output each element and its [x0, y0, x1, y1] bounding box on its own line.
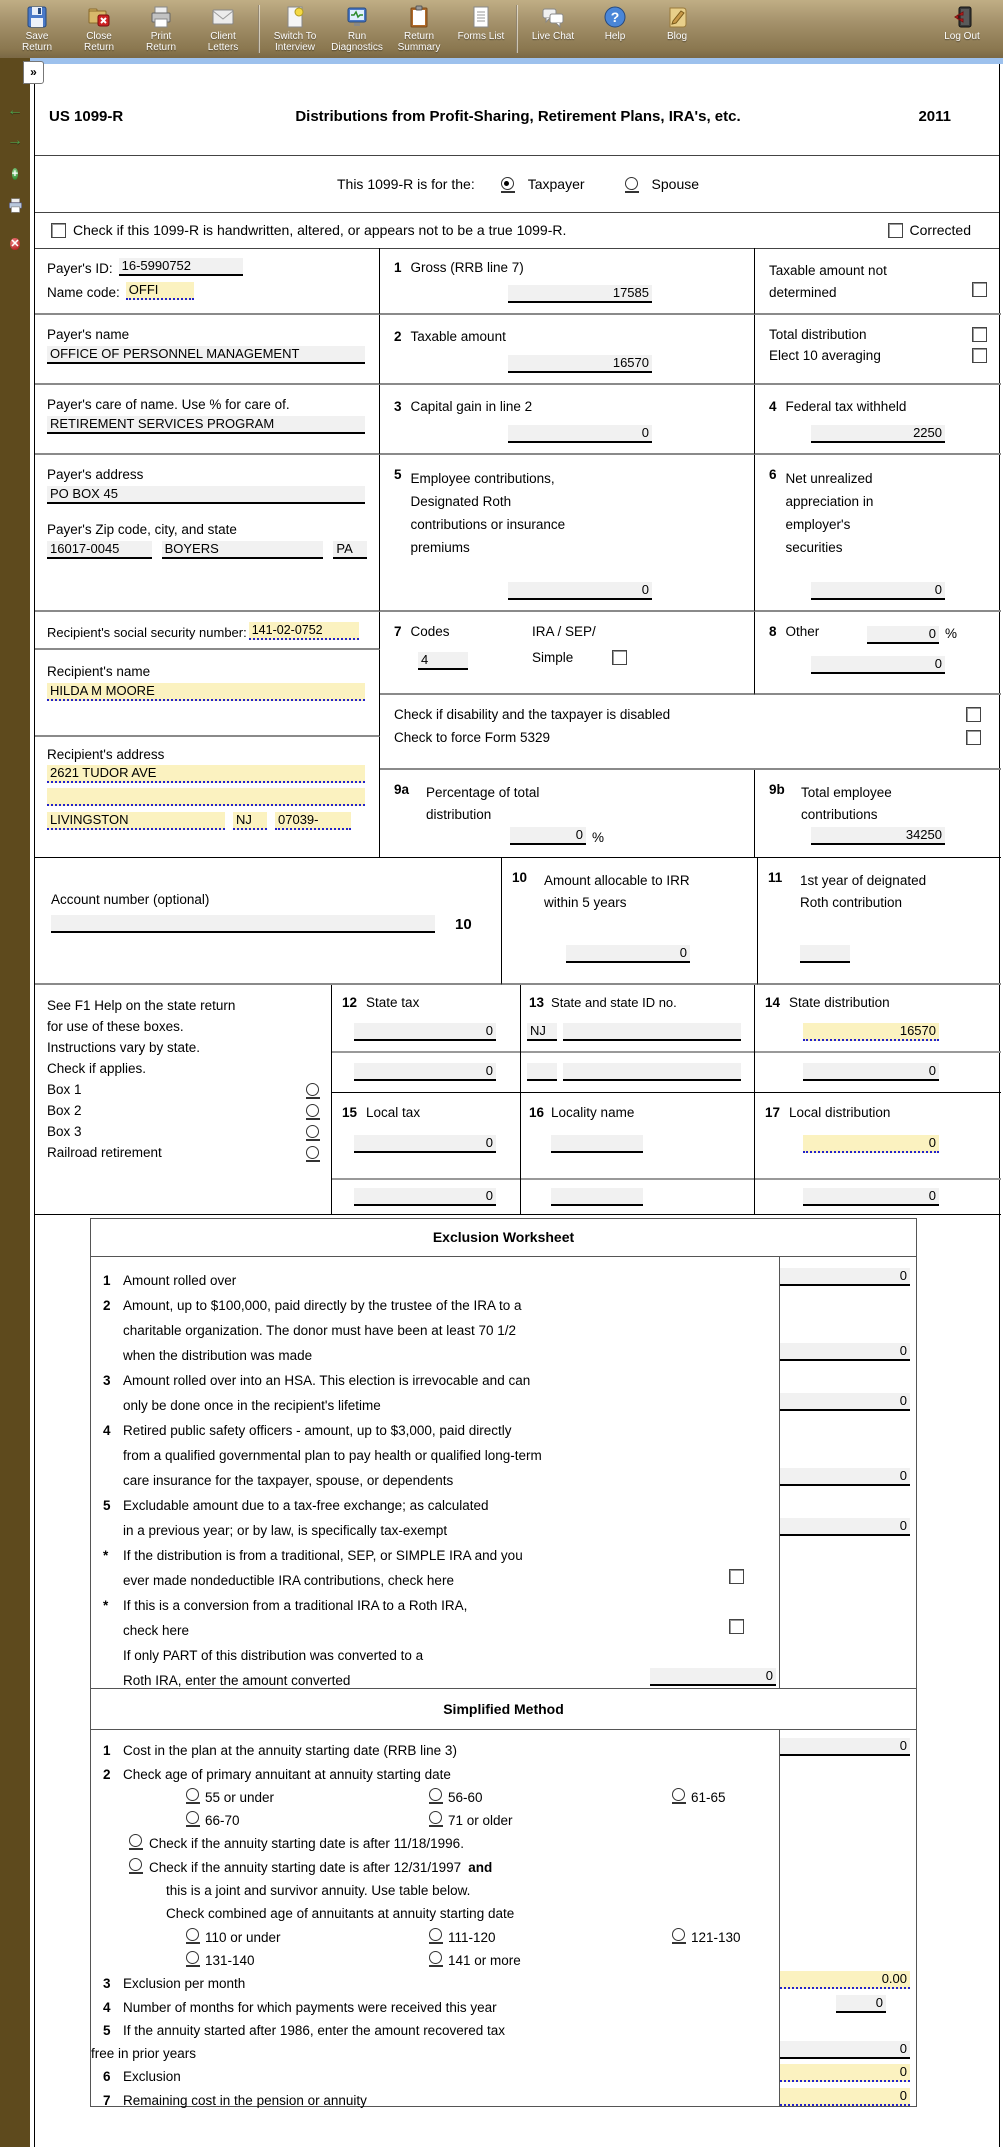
box3-num: 3 [394, 399, 402, 414]
state-box1-label: Box 1 [47, 1082, 82, 1097]
box9b-label: Total employee contributions [801, 785, 892, 822]
state-box2-radio[interactable] [306, 1104, 319, 1117]
box13-cell [521, 985, 755, 1093]
box14-cell [755, 985, 1001, 1093]
ws-line: Roth IRA, enter the amount converted [123, 1673, 351, 1688]
age-56-60-radio[interactable] [429, 1788, 442, 1801]
box4-label: Federal tax withheld [785, 399, 907, 414]
forms-list-icon [468, 5, 494, 29]
roth-conversion-checkbox[interactable] [729, 1619, 744, 1634]
recipient-ssn-field[interactable]: 141-02-0752 [249, 622, 359, 640]
box4-num: 4 [769, 399, 777, 414]
box2-cell [380, 315, 755, 385]
box9b-num: 9b [769, 782, 785, 797]
exclusion-worksheet: Exclusion Worksheet 1 Amount rolled over 0 2 Amount, up to $100,000, paid directly by the trustee of the IRA to a charitable organization. The donor must have been at least 70 1/2 when the distribution was made 0 3 Amount rolled over into an HSA. This election is irrevocable and can only be done once in the recipient's lifetime 0 4 Retired public safety officers - amount, up to $3,000, paid directly from a qualified governmental plan to pay health or qualified long-term care insurance for the taxpayer, spouse, or dependents 0 5 Excludable amount due to a tax-free exchange; as calculated in a previous year; or by law, is specifically tax-exempt 0 * If the distribution is from a traditional, SEP, or SIMPLE IRA and you ever made nondeductible IRA contributions, check here * If this is a conversion from a traditional IRA to a Roth IRA, check here If only PART of this distribution was converted to a Roth IRA, enter the amount converted 0 [90, 1218, 917, 1690]
age-55-under-radio[interactable] [186, 1788, 199, 1801]
return-summary-button[interactable]: Return Summary [388, 3, 450, 53]
sm-field-1[interactable]: 0 [780, 1738, 910, 1756]
combined-121-130-radio[interactable] [672, 1928, 685, 1941]
left-sidebar [0, 58, 30, 2147]
log-out-button[interactable]: Log Out [931, 3, 993, 42]
box8-cell [755, 612, 1001, 695]
print-page-icon[interactable] [0, 198, 30, 218]
payer-zip-field[interactable]: 16017-0045 [47, 541, 152, 559]
account-cell [35, 857, 502, 985]
payer-care-of-cell [35, 385, 380, 455]
ws-line: If the distribution is from a traditional, SEP, or SIMPLE IRA and you [123, 1548, 523, 1563]
box17-field-1[interactable]: 0 [803, 1135, 939, 1153]
recipient-ssn-cell [35, 612, 380, 650]
ws-line: Amount, up to $100,000, paid directly by the trustee of the IRA to a [123, 1298, 522, 1313]
add-form-icon[interactable]: + [11, 168, 19, 180]
taxable-not-determined-label: Taxable amount not determined [769, 263, 887, 300]
app-shell [0, 58, 1003, 2147]
forms-list-button[interactable]: Forms List [450, 3, 512, 42]
box14-label: State distribution [789, 995, 890, 1010]
box6-label: Net unrealized appreciation in employer's securities [785, 471, 874, 555]
total-distribution-label: Total distribution [769, 327, 867, 342]
payer-care-of-label: Payer's care of name. Use % for care of. [47, 397, 290, 412]
close-folder-icon [86, 5, 112, 29]
run-diagnostics-button[interactable]: Run Diagnostics [326, 3, 388, 53]
expand-panel-tab[interactable]: » [23, 61, 44, 84]
railroad-retirement-label: Railroad retirement [47, 1145, 162, 1160]
for-row-label: This 1099-R is for the: [336, 175, 475, 192]
recipient-address-label: Recipient's address [47, 747, 165, 762]
box5-cell [380, 455, 755, 612]
exclusion-per-month-field[interactable]: 0.00 [780, 1971, 910, 1989]
box15-cell [332, 1093, 521, 1215]
diagnostics-monitor-icon [344, 5, 370, 29]
ws-line: care insurance for the taxpayer, spouse, or dependents [123, 1473, 454, 1488]
spouse-label: Spouse [651, 175, 700, 192]
remaining-cost-field[interactable]: 0 [780, 2088, 910, 2106]
state-box3-radio[interactable] [306, 1125, 319, 1138]
combined-110-under-radio[interactable] [186, 1928, 199, 1941]
svg-text:?: ? [610, 9, 620, 25]
taxpayer-label: Taxpayer [527, 175, 585, 192]
sm-line: Cost in the plan at the annuity starting date (RRB line 3) [123, 1743, 457, 1759]
box7-simple-label: Simple [532, 650, 574, 665]
sm-line: this is a joint and survivor annuity. Use table below. [166, 1883, 471, 1899]
box9a-label: Percentage of total distribution [426, 785, 540, 822]
ws-line: charitable organization. The donor must have been at least 70 1/2 [123, 1323, 517, 1338]
sm-line: Exclusion [123, 2069, 181, 2085]
recipient-state-field[interactable]: NJ [233, 812, 267, 830]
ws-field-2[interactable]: 0 [780, 1343, 910, 1361]
name-code-label: Name code: [47, 285, 120, 300]
elect-10-checkbox[interactable] [972, 348, 987, 363]
box15-label: Local tax [366, 1105, 421, 1120]
box10-cell [502, 857, 758, 985]
recipient-address2-field[interactable] [47, 788, 365, 806]
payer-id-label: Payer's ID: [47, 261, 113, 276]
box13-id-field-2[interactable] [563, 1063, 741, 1081]
combined-141-more-radio[interactable] [429, 1951, 442, 1964]
box10-num: 10 [512, 870, 528, 885]
ws-field-5[interactable]: 0 [780, 1518, 910, 1536]
payer-address-field[interactable]: PO BOX 45 [47, 486, 365, 504]
toolbar [0, 0, 1003, 58]
box13-num: 13 [529, 995, 545, 1010]
box13-label: State and state ID no. [551, 995, 677, 1010]
box1-cell [380, 248, 755, 315]
toolbar-separator [258, 5, 260, 53]
payer-zip-label: Payer's Zip code, city, and state [47, 522, 237, 537]
box2-label: Taxable amount [410, 329, 506, 344]
state-help-text-1: See F1 Help on the state return for use of these boxes. [47, 998, 236, 1034]
form-id: US 1099-R [49, 108, 124, 125]
box11-cell [758, 857, 1001, 985]
box17-field-2[interactable]: 0 [803, 1188, 939, 1206]
ws-line: only be done once in the recipient's lifetime [123, 1398, 381, 1413]
force-5329-checkbox[interactable] [966, 730, 981, 745]
box17-label: Local distribution [789, 1105, 891, 1120]
corrected-label: Corrected [909, 222, 971, 238]
ws-line: If this is a conversion from a traditional IRA to a Roth IRA, [123, 1598, 468, 1613]
months-received-field[interactable]: 0 [836, 1995, 886, 2013]
payer-name-cell [35, 315, 380, 385]
box11-num: 11 [768, 870, 783, 885]
disability-cell [380, 695, 1001, 770]
payer-name-field[interactable]: OFFICE OF PERSONNEL MANAGEMENT [47, 346, 365, 364]
disability-label: Check if disability and the taxpayer is disabled [394, 707, 671, 722]
taxable-not-determined-cell [755, 248, 1001, 315]
state-help-cell [35, 985, 332, 1215]
age-61-65-radio[interactable] [672, 1788, 685, 1801]
box16-label: Locality name [551, 1105, 635, 1120]
form-header [35, 108, 1001, 142]
forward-arrow-icon[interactable]: → [7, 132, 23, 149]
box2-num: 2 [394, 329, 402, 344]
payer-address-cell [35, 455, 380, 612]
form-viewport [30, 58, 1003, 2147]
handwritten-row [35, 212, 1001, 248]
box5-num: 5 [394, 467, 402, 482]
box14-field-2[interactable]: 0 [803, 1063, 939, 1081]
client-letters-button[interactable]: Client Letters [192, 3, 254, 53]
total-distribution-checkbox[interactable] [972, 327, 987, 342]
chat-bubbles-icon [540, 5, 566, 29]
ws-line: Excludable amount due to a tax-free exchange; as calculated [123, 1498, 489, 1513]
state-box2-label: Box 2 [47, 1103, 82, 1118]
ws-field-4[interactable]: 0 [780, 1468, 910, 1486]
box12-label: State tax [366, 995, 420, 1010]
box9a-num: 9a [394, 782, 410, 797]
box11-field[interactable] [800, 945, 850, 963]
age-71-older-radio[interactable] [429, 1811, 442, 1824]
sm-line: If the annuity started after 1986, enter the amount recovered tax [123, 2022, 505, 2038]
sm-line: Exclusion per month [123, 1976, 246, 1992]
box4-cell [755, 385, 1001, 455]
box8-field[interactable]: 0 [811, 656, 945, 674]
save-icon [24, 5, 50, 29]
recipient-name-field[interactable]: HILDA M MOORE [47, 683, 365, 701]
box9a-suffix: % [592, 830, 605, 845]
recipient-city-field[interactable]: LIVINGSTON [47, 812, 225, 830]
handwritten-checkbox[interactable] [51, 223, 66, 238]
box7-ira-sep-label: IRA / SEP/ [532, 624, 596, 639]
box16-field-1[interactable] [551, 1135, 643, 1153]
envelope-icon [210, 5, 236, 29]
box10-field[interactable]: 0 [566, 945, 690, 963]
ws-line: from a qualified governmental plan to pay health or qualified long-term [123, 1448, 542, 1463]
box3-label: Capital gain in line 2 [410, 399, 533, 414]
box12-cell [332, 985, 521, 1093]
box13-state-field-1[interactable]: NJ [527, 1023, 557, 1041]
box12-field-1[interactable]: 0 [354, 1023, 496, 1041]
exclusion-field[interactable]: 0 [780, 2064, 910, 2082]
payer-id-field[interactable]: 16-5990752 [119, 258, 243, 276]
recovered-tax-free-field[interactable]: 0 [780, 2041, 910, 2059]
sm-line: Check combined age of annuitants at annuity starting date [166, 1906, 515, 1922]
nondeductible-ira-checkbox[interactable] [729, 1569, 744, 1584]
box1-label: Gross (RRB line 7) [410, 260, 524, 275]
box7-label: Codes [410, 624, 450, 639]
elect-10-label: Elect 10 averaging [769, 348, 881, 363]
form-1099r [34, 64, 1000, 2147]
toolbar-separator [516, 5, 518, 53]
box6-cell [755, 455, 1001, 612]
form-year: 2011 [918, 108, 951, 125]
box17-num: 17 [765, 1105, 781, 1120]
box9b-cell [755, 770, 1001, 857]
for-row [35, 155, 1001, 212]
live-chat-button[interactable]: Live Chat [522, 3, 584, 42]
recipient-name-cell [35, 650, 380, 737]
ws-line: Retired public safety officers - amount, up to $3,000, paid directly [123, 1423, 512, 1438]
ws-field-1[interactable]: 0 [780, 1268, 910, 1286]
ws-line: Amount rolled over into an HSA. This election is irrevocable and can [123, 1373, 531, 1388]
state-help-text-2: Instructions vary by state. [47, 1040, 201, 1055]
box7-num: 7 [394, 624, 402, 639]
handwritten-label: Check if this 1099-R is handwritten, altered, or appears not to be a true 1099-R. [73, 222, 567, 238]
state-box3-label: Box 3 [47, 1124, 82, 1139]
box10-label: Amount allocable to IRR within 5 years [544, 873, 690, 910]
ws-line: when the distribution was made [123, 1348, 313, 1363]
box5-field[interactable]: 0 [508, 582, 652, 600]
simplified-method-title: Simplified Method [91, 1689, 916, 1730]
log-out-door-icon [949, 5, 975, 29]
box14-num: 14 [765, 995, 781, 1010]
payer-city-field[interactable]: BOYERS [162, 541, 324, 559]
printer-icon [148, 5, 174, 29]
state-box1-radio[interactable] [306, 1083, 319, 1096]
railroad-retirement-radio[interactable] [306, 1146, 319, 1159]
sm-line: Check if the annuity starting date is after 11/18/1996. [149, 1836, 464, 1852]
box13-id-field-1[interactable] [563, 1023, 741, 1041]
simplified-method: Simplified Method 1 Cost in the plan at the annuity starting date (RRB line 3) 0 2 Check age of primary annuitant at annuity starting date 55 or under 56-60 61-65 66-70 71 or older Check if the annuity starting date is after 11/18/1996. Check if the annuity starting date is after 12/31/1997 and this is a joint and survivor annuity. Use table below. Check combined age of annuitants at annuity starting date 110 or under 111-120 121-130 131-140 141 or more 3 Exclusion per month 0.00 4 Number of months for which payments were received this year 0 5 If the annuity started after 1986, enter the amount recovered tax free in prior years 0 6 Exclusion 0 7 Remaining cost in the pension or annuity 0 [90, 1688, 917, 2107]
switch-to-interview-button[interactable]: Switch To Interview [264, 3, 326, 53]
payer-state-field[interactable]: PA [333, 541, 367, 559]
sm-line: Check if the annuity starting date is after 12/31/1997 [149, 1859, 462, 1875]
box3-field[interactable]: 0 [508, 425, 652, 443]
box9a-field[interactable]: 0 [510, 827, 586, 845]
box6-num: 6 [769, 467, 777, 482]
box16-field-2[interactable] [551, 1188, 643, 1206]
combined-131-140-radio[interactable] [186, 1951, 199, 1964]
after-12-31-1997-radio[interactable] [129, 1858, 142, 1871]
help-button[interactable]: ? Help [584, 3, 646, 42]
box7-codes-field[interactable]: 4 [418, 652, 468, 670]
box13-state-field-2[interactable] [527, 1063, 557, 1081]
delete-form-icon[interactable]: ✕ [10, 238, 20, 250]
sm-line: Check age of primary annuitant at annuity starting date [123, 1766, 451, 1782]
back-arrow-icon[interactable]: ← [7, 102, 23, 119]
recipient-address-cell [35, 737, 380, 857]
box2-field[interactable]: 16570 [508, 355, 652, 373]
box3-cell [380, 385, 755, 455]
box8-pct-suffix: % [945, 626, 958, 641]
sm-line: Number of months for which payments were received this year [123, 1999, 497, 2015]
payer-name-label: Payer's name [47, 327, 130, 342]
box1-num: 1 [394, 260, 402, 275]
sm-line: Remaining cost in the pension or annuity [123, 2092, 367, 2108]
box12-num: 12 [342, 995, 358, 1010]
ira-sep-simple-checkbox[interactable] [612, 650, 627, 665]
box8-label: Other [785, 624, 820, 639]
disability-checkbox[interactable] [966, 707, 981, 722]
after-11-18-1996-radio[interactable] [129, 1834, 142, 1847]
name-code-field[interactable]: OFFI [126, 282, 194, 300]
interview-page-icon [282, 5, 308, 29]
recipient-zip-field[interactable]: 07039- [275, 812, 351, 830]
exclusion-worksheet-title: Exclusion Worksheet [91, 1219, 916, 1257]
spouse-radio[interactable] [625, 177, 638, 190]
payer-care-of-field[interactable]: RETIREMENT SERVICES PROGRAM [47, 416, 365, 434]
recipient-ssn-label: Recipient's social security number: [47, 625, 247, 640]
box11-label: 1st year of deignated Roth contribution [800, 873, 927, 910]
box1-field[interactable]: 17585 [508, 285, 652, 303]
total-distribution-cell [755, 315, 1001, 385]
box15-num: 15 [342, 1105, 358, 1120]
form-title: Distributions from Profit-Sharing, Retirement Plans, IRA's, etc. [295, 108, 741, 125]
box5-label: Employee contributions, Designated Roth contributions or insurance premiums [410, 471, 566, 555]
box16-num: 16 [529, 1105, 545, 1120]
blog-scroll-icon [664, 5, 690, 29]
box9b-field[interactable]: 34250 [811, 827, 945, 845]
help-icon [602, 5, 628, 29]
account-label: Account number (optional) [51, 892, 210, 907]
box9a-cell [380, 770, 755, 857]
state-help-text-3: Check if applies. [47, 1061, 147, 1076]
box8-pct-field[interactable]: 0 [867, 626, 939, 644]
ws-line: Amount rolled over [123, 1273, 237, 1288]
print-return-button[interactable]: Print Return [130, 3, 192, 53]
box17-cell [755, 1093, 1001, 1215]
box7-cell [380, 612, 755, 695]
ws-line: ever made nondeductible IRA contributions, check here [123, 1573, 454, 1588]
taxpayer-radio[interactable] [501, 177, 514, 190]
box12-field-2[interactable]: 0 [354, 1063, 496, 1081]
taxable-not-determined-checkbox[interactable] [972, 282, 987, 297]
ws-line: in a previous year; or by law, is specifically tax-exempt [123, 1523, 448, 1538]
blog-button[interactable]: Blog [646, 3, 708, 42]
account-suffix: 10 [455, 916, 472, 933]
ws-line: If only PART of this distribution was converted to a [123, 1648, 424, 1663]
box15-field-1[interactable]: 0 [354, 1135, 496, 1153]
recipient-address-field[interactable]: 2621 TUDOR AVE [47, 765, 365, 783]
force-5329-label: Check to force Form 5329 [394, 730, 551, 745]
account-field[interactable] [51, 915, 435, 933]
ws-field-3[interactable]: 0 [780, 1393, 910, 1411]
box16-cell [521, 1093, 755, 1215]
box14-field-1[interactable]: 16570 [803, 1023, 939, 1041]
amount-converted-field[interactable]: 0 [650, 1668, 776, 1686]
box6-field[interactable]: 0 [811, 582, 945, 600]
close-return-button[interactable]: Close Return [68, 3, 130, 53]
ws-line: check here [123, 1623, 190, 1638]
recipient-name-label: Recipient's name [47, 664, 151, 679]
payer-id-cell [35, 248, 380, 315]
corrected-checkbox[interactable] [888, 223, 903, 238]
age-66-70-radio[interactable] [186, 1811, 199, 1824]
save-return-button[interactable]: Save Return [6, 3, 68, 53]
payer-address-label: Payer's address [47, 467, 144, 482]
combined-111-120-radio[interactable] [429, 1928, 442, 1941]
box8-num: 8 [769, 624, 777, 639]
box15-field-2[interactable]: 0 [354, 1188, 496, 1206]
clipboard-icon [406, 5, 432, 29]
box4-field[interactable]: 2250 [811, 425, 945, 443]
sm-line: free in prior years [91, 2046, 197, 2062]
